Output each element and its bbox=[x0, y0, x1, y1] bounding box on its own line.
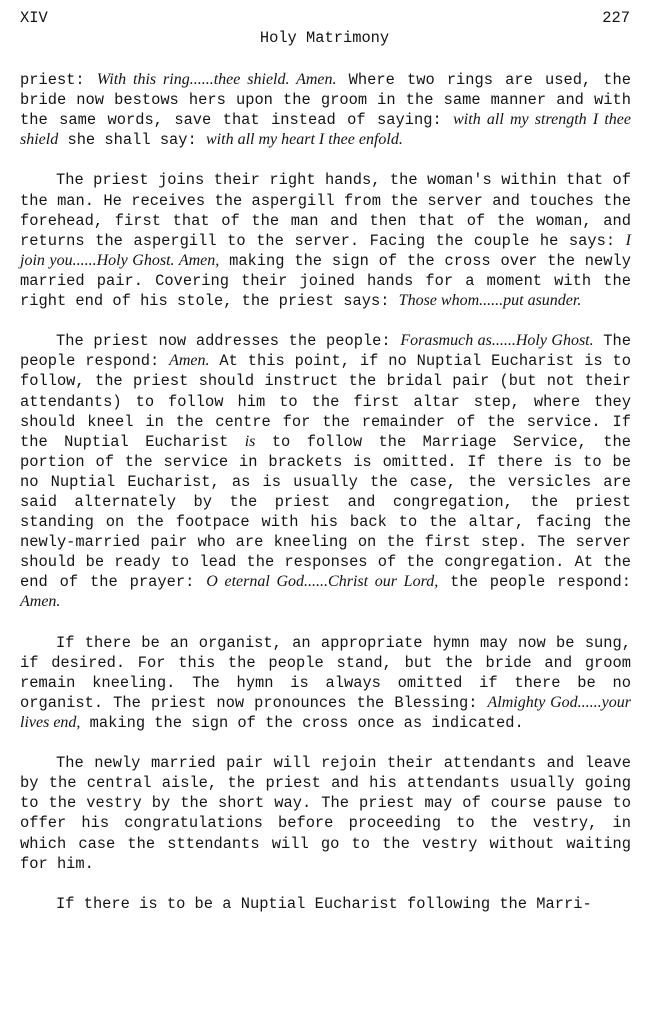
paragraph bbox=[20, 331, 631, 612]
italic-text: Forasmuch as......Holy Ghost. bbox=[400, 332, 594, 350]
text-run: making the sign of the cross over the newly married pair. Covering their joined hands for a moment with the right end of his stole, the priest says: bbox=[20, 251, 631, 311]
paragraph bbox=[20, 70, 631, 150]
italic-text: Those whom......put asunder. bbox=[398, 292, 582, 310]
text-run: At this point, if no Nuptial Eucharist is to follow, the priest should instruct the bridal pair (but not their attendants) to follow him to the first altar step, where they should kneel in the centre for the remainder of the service. If the Nuptial Eucharist bbox=[20, 352, 631, 451]
text-run: If there be an organist, an appropriate hymn may now be sung, if desired. For this the people stand, but the bride and groom remain kneeling. The hymn is always omitted if there be no organist. The priest now pronounces the Blessing: bbox=[20, 633, 631, 712]
text-run: The newly married pair will rejoin their attendants and leave by the central aisle, the priest and his attendants usually going to the vestry by the short way. The priest may of course pause to offer his congratulations before proceeding to the vestry, in which case the sttendants will go to the vestry without waiting for him. bbox=[20, 754, 631, 873]
text-run: The priest joins their right hands, the woman's within that of the man. He receives the aspergill from the server and touches the forehead, first that of the man and then that of the woman, and returns the aspergill to the server. Facing the couple he says: bbox=[20, 171, 631, 250]
section-number: XIV bbox=[20, 9, 48, 27]
italic-text: Almighty God......your lives end, bbox=[20, 693, 631, 731]
italic-text: with all my heart I thee enfold. bbox=[206, 131, 403, 149]
text-run: The priest now addresses the people: bbox=[56, 332, 401, 351]
paragraph bbox=[20, 894, 631, 914]
text-run: making the sign of the cross once as indicated. bbox=[80, 714, 524, 732]
paragraph bbox=[20, 753, 631, 874]
paragraph bbox=[20, 170, 631, 311]
italic-text: With this ring......thee shield. Amen. bbox=[96, 71, 337, 88]
running-title: Holy Matrimony bbox=[259, 29, 390, 47]
text-run: The people respond: bbox=[20, 332, 631, 371]
text-run: the people respond: bbox=[438, 573, 632, 592]
text-run: If there is to be a Nuptial Eucharist following the Marri- bbox=[56, 894, 592, 913]
text-run: priest: bbox=[20, 71, 97, 89]
italic-text: is bbox=[244, 432, 256, 450]
italic-text: I join you......Holy Ghost. Amen, bbox=[20, 231, 631, 269]
page-number: 227 bbox=[602, 9, 630, 27]
text-run: to follow the Marriage Service, the portion of the service in brackets is omitted. If there is to be no Nuptial Eucharist, as is usually the case, the versicles are said alternately by the priest and congregation, the priest standing on the footpace with his back to the altar, facing the newly-married pair who are kneeling on the first step. The server should be ready to lead the responses of the congregation. At the end of the prayer: bbox=[20, 432, 631, 592]
italic-text: Amen. bbox=[169, 352, 210, 370]
italic-text: with all my strength I thee shield bbox=[20, 111, 631, 149]
italic-text: O eternal God......Christ our Lord, bbox=[206, 573, 439, 591]
paragraph bbox=[20, 633, 631, 733]
text-run: she shall say: bbox=[58, 131, 206, 150]
body-text bbox=[20, 70, 631, 934]
text-run: Where two rings are used, the bride now bestows hers upon the groom in the same manner and with the same words, save that instead of saying: bbox=[20, 71, 632, 130]
italic-text: Amen. bbox=[20, 593, 61, 611]
